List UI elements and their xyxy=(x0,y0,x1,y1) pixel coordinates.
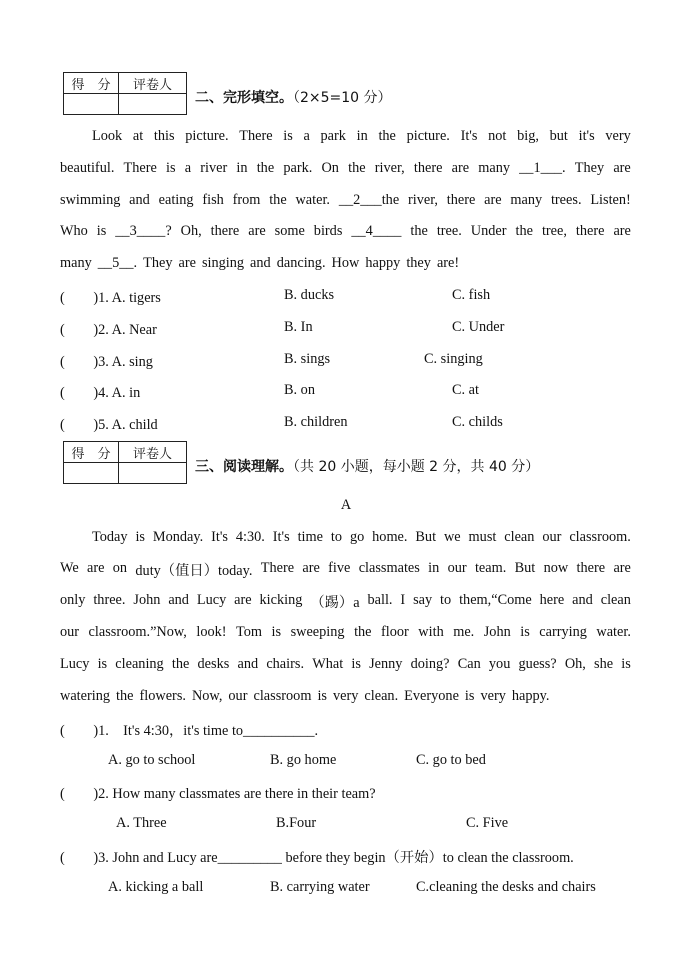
word: some xyxy=(274,223,305,239)
option-b: B.Four xyxy=(276,815,317,831)
word: is xyxy=(96,223,107,239)
word: fish xyxy=(202,192,224,208)
question-number[interactable]: ( )2. A. Near xyxy=(60,322,157,338)
word: very xyxy=(333,688,359,704)
passage-line xyxy=(92,128,631,145)
word: is xyxy=(351,656,361,672)
word: beautiful. xyxy=(60,160,115,176)
word: and xyxy=(129,192,150,208)
word: dancing. xyxy=(276,255,326,271)
word: On xyxy=(321,160,339,176)
word: classroom. xyxy=(569,529,631,545)
word: happy xyxy=(365,255,401,271)
word: clean xyxy=(600,592,631,608)
word: team. xyxy=(474,560,507,576)
option-b: B. ducks xyxy=(284,287,335,303)
section2-points: （2×5=10 分） xyxy=(293,90,392,106)
word: there xyxy=(210,223,240,239)
word: How xyxy=(331,255,360,271)
word: classroom.”Now, xyxy=(88,624,187,640)
word: They xyxy=(574,160,605,176)
option-b: B. sings xyxy=(284,351,331,367)
word: But xyxy=(514,560,536,576)
word: three. xyxy=(93,592,126,608)
word: （踢）a xyxy=(310,595,360,611)
word: tree, xyxy=(541,223,567,239)
option-b: B. children xyxy=(284,414,348,430)
word: the xyxy=(269,192,287,208)
word: What xyxy=(312,656,344,672)
word: to xyxy=(440,592,452,608)
word: the xyxy=(171,656,190,672)
score-label: 得 分 xyxy=(64,73,119,94)
word: picture. xyxy=(185,128,229,144)
word: are xyxy=(248,223,266,239)
word: are xyxy=(302,560,320,576)
section3-points: （共 20 小题，每小题 2 分，共 40 分） xyxy=(293,459,540,475)
word: go xyxy=(349,529,365,545)
word: there xyxy=(576,560,606,576)
word: duty（值日）today. xyxy=(135,563,253,579)
word: big, xyxy=(517,128,539,144)
word: to xyxy=(330,529,343,545)
section2-title xyxy=(195,87,392,107)
word: clean. xyxy=(364,688,399,704)
word: picture. xyxy=(406,128,450,144)
word: But xyxy=(415,529,437,545)
word: a xyxy=(303,128,310,144)
word: home. xyxy=(372,529,408,545)
word: many xyxy=(60,255,92,271)
question-stem[interactable]: ( )3. John and Lucy are_________ before they begin（开始）to clean the classroom. xyxy=(60,850,574,866)
word: time xyxy=(297,529,323,545)
passage-line xyxy=(60,255,631,272)
word: park. xyxy=(283,160,313,176)
option-a: A. Three xyxy=(116,815,167,831)
passage-line xyxy=(60,192,631,209)
score-box-section2 xyxy=(63,72,187,115)
word: you xyxy=(488,656,511,672)
word: many xyxy=(478,160,510,176)
question-stem[interactable]: ( )1. It's 4:30，it's time to__________. xyxy=(60,723,319,739)
grader-label: 评卷人 xyxy=(119,442,187,463)
word: are xyxy=(234,592,252,608)
word: the xyxy=(410,223,428,239)
word: is xyxy=(520,624,530,640)
score-cell[interactable] xyxy=(64,94,119,115)
word: water. xyxy=(596,624,631,640)
word: It's xyxy=(211,529,228,545)
word: not xyxy=(488,128,507,144)
passage-line xyxy=(60,160,631,177)
word: must xyxy=(468,529,497,545)
word: river, xyxy=(374,160,405,176)
passage-line xyxy=(60,656,631,673)
grader-label: 评卷人 xyxy=(119,73,187,94)
word: and xyxy=(237,656,259,672)
word: Listen! xyxy=(590,192,631,208)
word: swimming xyxy=(60,192,121,208)
word: this xyxy=(153,128,175,144)
answer-blank: __4____ xyxy=(351,223,402,239)
passage-line xyxy=(60,688,631,705)
option-c: C. fish xyxy=(452,287,491,303)
score-cell[interactable] xyxy=(64,463,119,484)
word: Lucy xyxy=(196,592,227,608)
word: tree. xyxy=(436,223,462,239)
word: park xyxy=(320,128,346,144)
word: Jenny xyxy=(369,656,403,672)
question-stem[interactable]: ( )2. How many classmates are there in their team? xyxy=(60,786,376,802)
word: in xyxy=(356,128,368,144)
word: is xyxy=(283,128,293,144)
grader-cell[interactable] xyxy=(119,463,187,484)
word: guess? xyxy=(518,656,557,672)
question-number[interactable]: ( )3. A. sing xyxy=(60,354,153,370)
word: our xyxy=(60,624,80,640)
word: our xyxy=(447,560,467,576)
word: floor xyxy=(381,624,409,640)
word: cleaning xyxy=(115,656,164,672)
word: at xyxy=(132,128,144,144)
option-b: B. go home xyxy=(270,752,337,768)
word: five xyxy=(328,560,351,576)
word: are xyxy=(613,223,631,239)
word: and xyxy=(250,255,271,271)
word: there xyxy=(413,160,443,176)
word: the xyxy=(378,128,396,144)
word: Look xyxy=(92,128,123,144)
question-number[interactable]: ( )1. A. tigers xyxy=(60,290,161,306)
option-c: C. go to bed xyxy=(416,752,486,768)
word: is xyxy=(271,624,282,640)
word: is xyxy=(166,160,176,176)
word: Today xyxy=(92,529,128,545)
word: is xyxy=(317,688,327,704)
word: are! xyxy=(436,255,460,271)
score-box-section3 xyxy=(63,441,187,484)
word: Oh, xyxy=(180,223,202,239)
word: here xyxy=(539,592,565,608)
word: she xyxy=(594,656,614,672)
word: there xyxy=(575,223,605,239)
word: chairs. xyxy=(266,656,305,672)
word: kicking xyxy=(259,592,303,608)
word: classroom xyxy=(253,688,312,704)
passage-label: A xyxy=(340,497,352,513)
passage-line xyxy=(92,529,631,546)
option-b: B. on xyxy=(284,382,315,398)
option-a: A. kicking a ball xyxy=(108,879,204,895)
passage-line xyxy=(60,592,631,612)
word: them,“Come xyxy=(459,592,532,608)
question-number[interactable]: ( )4. A. in xyxy=(60,385,141,401)
word: but xyxy=(549,128,568,144)
grader-cell[interactable] xyxy=(119,94,187,115)
word: John xyxy=(483,624,511,640)
answer-blank: __5__. xyxy=(97,255,138,271)
word: Now, xyxy=(191,688,223,704)
word: classmates xyxy=(358,560,420,576)
word: Everyone xyxy=(404,688,459,704)
word: There xyxy=(260,560,295,576)
word: are xyxy=(613,560,631,576)
option-c: C. Five xyxy=(466,815,509,831)
word: it's xyxy=(578,128,595,144)
passage-line xyxy=(60,223,631,240)
word: is xyxy=(621,656,631,672)
word: It's xyxy=(460,128,478,144)
word: and xyxy=(572,592,593,608)
word: watering xyxy=(60,688,111,704)
word: Tom xyxy=(236,624,263,640)
word: look! xyxy=(196,624,227,640)
passage-line xyxy=(60,560,631,580)
word: the xyxy=(348,160,366,176)
word: is xyxy=(464,688,475,704)
word: John xyxy=(133,592,161,608)
word: now xyxy=(543,560,569,576)
word: trees. xyxy=(550,192,582,208)
section2-title-text: 二、完形填空。 xyxy=(195,90,293,106)
word: the xyxy=(116,688,134,704)
word: They xyxy=(143,255,173,271)
word: I xyxy=(400,592,406,608)
word: Monday. xyxy=(152,529,204,545)
word: our xyxy=(228,688,248,704)
question-number[interactable]: ( )5. A. child xyxy=(60,417,158,433)
word: Who xyxy=(60,223,88,239)
word: singing xyxy=(201,255,245,271)
word: in xyxy=(236,160,248,176)
word: they xyxy=(406,255,431,271)
word: very xyxy=(605,128,631,144)
word: and xyxy=(168,592,189,608)
answer-blank: __2___the xyxy=(338,192,400,208)
word: we xyxy=(443,529,461,545)
section3-title-text: 三、阅读理解。 xyxy=(195,459,293,475)
word: a xyxy=(184,160,192,176)
word: is xyxy=(97,656,108,672)
word: in xyxy=(428,560,440,576)
word: eating xyxy=(158,192,194,208)
word: many xyxy=(510,192,543,208)
word: Oh, xyxy=(564,656,586,672)
option-b: B. In xyxy=(284,319,313,335)
word: Can xyxy=(457,656,481,672)
word: there xyxy=(446,192,476,208)
word: from xyxy=(232,192,261,208)
word: flowers. xyxy=(139,688,186,704)
word: with xyxy=(418,624,444,640)
word: Lucy xyxy=(60,656,90,672)
word: are xyxy=(451,160,470,176)
section3-title xyxy=(195,456,539,476)
word: the xyxy=(515,223,533,239)
option-c: C. singing xyxy=(424,351,483,367)
score-label: 得 分 xyxy=(64,442,119,463)
word: It's xyxy=(272,529,290,545)
word: say xyxy=(413,592,433,608)
word: clean xyxy=(504,529,535,545)
word: 4:30. xyxy=(235,529,265,545)
word: me. xyxy=(453,624,475,640)
word: doing? xyxy=(410,656,450,672)
word: only xyxy=(60,592,86,608)
option-a: A. go to school xyxy=(108,752,196,768)
word: river, xyxy=(407,192,438,208)
answer-blank: __1___. xyxy=(519,160,566,176)
word: are xyxy=(178,255,196,271)
option-b: B. carrying water xyxy=(270,879,370,895)
word: are xyxy=(613,160,631,176)
answer-blank: __3____? xyxy=(115,223,172,239)
word: We xyxy=(60,560,79,576)
option-c: C. at xyxy=(452,382,480,398)
word: river xyxy=(200,160,228,176)
word: is xyxy=(135,529,145,545)
word: carrying xyxy=(539,624,587,640)
word: on xyxy=(112,560,128,576)
word: are xyxy=(484,192,502,208)
option-c: C. Under xyxy=(452,319,505,335)
passage-line xyxy=(60,624,631,641)
word: happy. xyxy=(511,688,550,704)
word: There xyxy=(123,160,157,176)
word: the xyxy=(256,160,275,176)
word: our xyxy=(542,529,562,545)
word: sweeping xyxy=(290,624,345,640)
word: water. xyxy=(295,192,331,208)
word: desks xyxy=(197,656,230,672)
word: Under xyxy=(470,223,507,239)
word: There xyxy=(239,128,273,144)
word: birds xyxy=(313,223,343,239)
word: very xyxy=(480,688,506,704)
word: are xyxy=(87,560,105,576)
word: the xyxy=(354,624,372,640)
option-c: C. childs xyxy=(452,414,503,430)
word: ball. xyxy=(367,592,393,608)
option-c: C.cleaning the desks and chairs xyxy=(416,879,596,895)
